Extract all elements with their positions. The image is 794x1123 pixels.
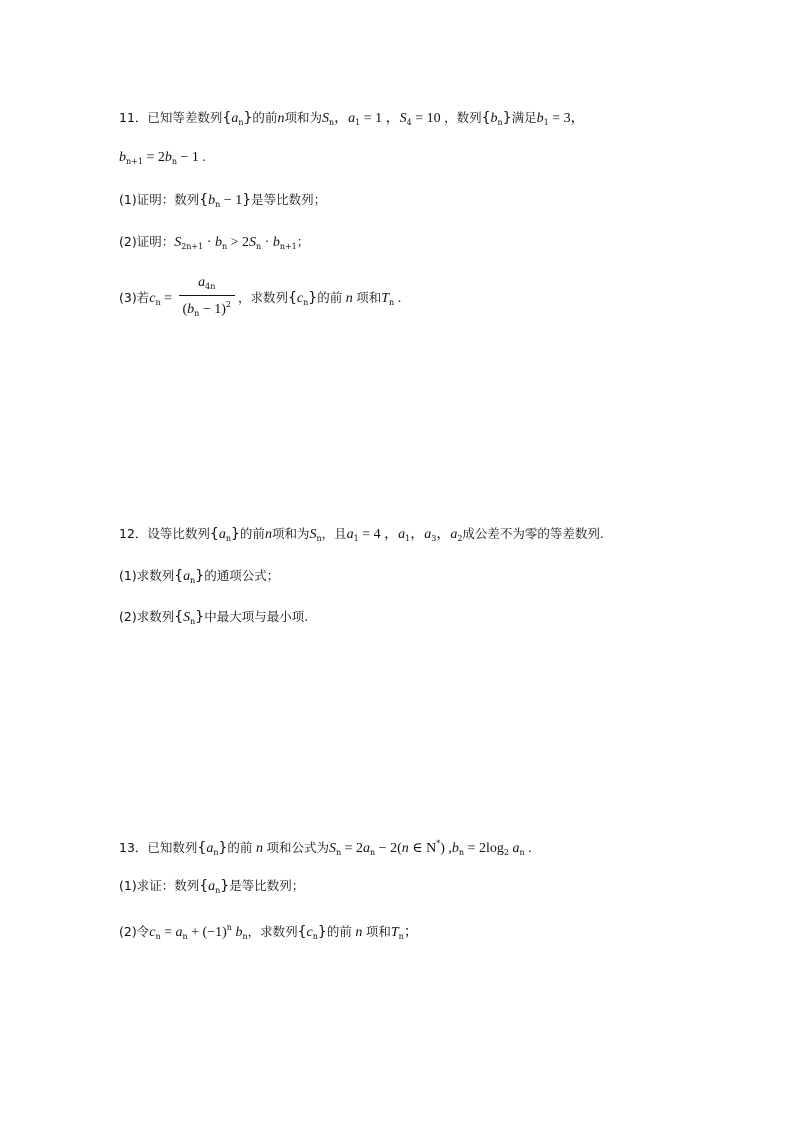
q13-part2-label: (2)令 bbox=[119, 924, 150, 939]
q13-part1-tail: 是等比数列； bbox=[229, 878, 305, 893]
q12-part2-tail: 中最大项与最小项. bbox=[204, 609, 309, 624]
q13-part-1: (1)求证：数列$\{a_n\}$是等比数列； bbox=[119, 878, 305, 895]
q11-text-4: ，数列 bbox=[444, 110, 482, 125]
q11-part3-label: (3)若 bbox=[119, 290, 150, 305]
q11-fraction: $\frac{a_{4n}}{(b_n - 1)^2}$ bbox=[179, 275, 235, 322]
q12-part2-label: (2)求数列 bbox=[119, 609, 175, 624]
q11-part1-label: (1)证明：数列 bbox=[119, 192, 200, 207]
q11-text-3: 项和为 bbox=[284, 110, 322, 125]
q12-part1-tail: 的通项公式； bbox=[204, 568, 280, 583]
q11-part3-mid2: 的前 bbox=[317, 290, 343, 305]
q11-text-5: 满足 bbox=[511, 110, 537, 125]
q12-part-2: (2)求数列$\{S_n\}$中最大项与最小项. bbox=[119, 609, 309, 626]
q11-part2-tail: ； bbox=[296, 234, 310, 249]
q11-line-1: 11．已知等差数列$\{a_n\}$的前n项和为$S_n$，$a_1 = 1$ ，$S_4 = 10$ ，数列$\{b_n\}$满足$b_1 = 3$， bbox=[119, 110, 585, 127]
q11-part3-mid: ，求数列 bbox=[237, 290, 288, 305]
q11-part3-tail: 项和 bbox=[356, 290, 382, 305]
q11-part2-label: (2)证明： bbox=[119, 234, 175, 249]
q11-line-2: $b_{n+1} = 2b_n - 1$ . bbox=[119, 150, 206, 166]
q11-part-2: (2)证明：$S_{2n+1} \cdot b_n > 2S_n \cdot b_{n+1}$； bbox=[119, 234, 310, 251]
q13-part-2: (2)令$c_n = a_n + (-1)^n$ $b_n$，求数列$\{c_n\}$的前 n 项和$T_n$； bbox=[119, 923, 418, 941]
q12-text-2: 的前 bbox=[239, 526, 265, 541]
q11-part-1: (1)证明：数列$\{b_n - 1\}$是等比数列； bbox=[119, 192, 327, 209]
q13-part2-tail: 项和 bbox=[365, 924, 391, 939]
q12-text-4: ，且 bbox=[321, 526, 347, 541]
q13-line-1: 13．已知数列$\{a_n\}$的前 n 项和公式为$S_n = 2a_n - 2(n$ ∈ N*) $,b_n = 2\log_2$ $a_n$ . bbox=[119, 839, 532, 857]
q11-text-2: 的前 bbox=[252, 110, 278, 125]
q12-number: 12． bbox=[119, 526, 148, 541]
q13-part1-label: (1)求证：数列 bbox=[119, 878, 200, 893]
q12-text-1: 设等比数列 bbox=[147, 526, 210, 541]
q13-text-2: 的前 bbox=[227, 840, 253, 855]
q13-number: 13． bbox=[119, 840, 148, 855]
q11-part-3: (3)若$c_n$ = $\frac{a_{4n}}{(b_n - 1)^2}$ ，求数列$\{c_n\}$的前 n 项和$T_n$ . bbox=[119, 275, 401, 322]
q13-part2-mid2: 的前 bbox=[326, 924, 352, 939]
q13-text-1: 已知数列 bbox=[147, 840, 198, 855]
q12-line-1: 12．设等比数列$\{a_n\}$的前n项和为$S_n$，且$a_1 = 4$ ，$a_1$，$a_3$，$a_2$成公差不为零的等差数列. bbox=[119, 526, 604, 543]
q11-part1-tail: 是等比数列； bbox=[251, 192, 327, 207]
q13-part2-mid: ，求数列 bbox=[247, 924, 298, 939]
q12-part-1: (1)求数列$\{a_n\}$的通项公式； bbox=[119, 568, 280, 585]
q11-text-1: 已知等差数列 bbox=[147, 110, 223, 125]
q12-text-5: 成公差不为零的等差数列. bbox=[462, 526, 604, 541]
q12-part1-label: (1)求数列 bbox=[119, 568, 175, 583]
q13-text-3: 项和公式为 bbox=[266, 840, 329, 855]
q11-number: 11． bbox=[119, 110, 148, 125]
q12-text-3: 项和为 bbox=[271, 526, 310, 541]
